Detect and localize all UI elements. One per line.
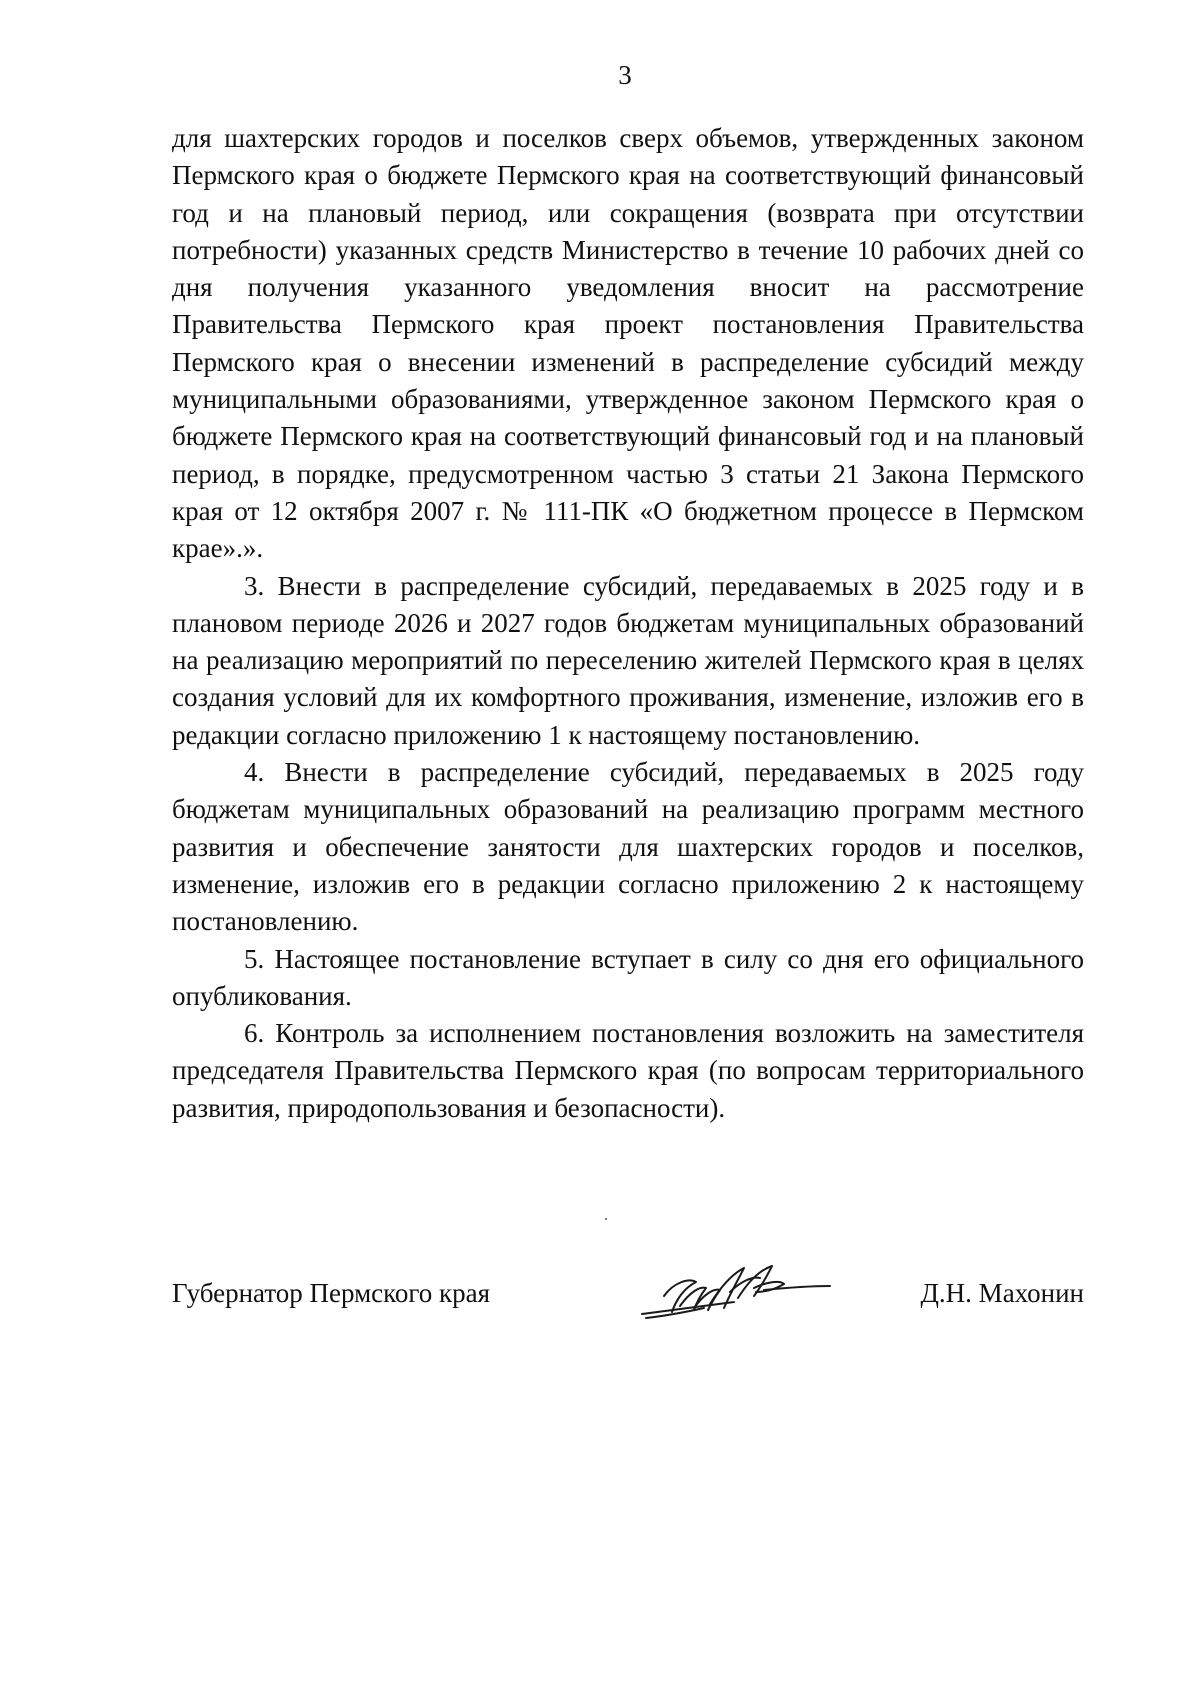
- signatory-name: Д.Н. Махонин: [920, 1278, 1084, 1308]
- handwritten-signature-icon: [634, 1252, 834, 1332]
- paragraph-item-5: 5. Настоящее постановление вступает в силу со дня его официального опубликования.: [172, 943, 1084, 1011]
- paragraph-item-3: 3. Внести в распределение субсидий, передаваемых в 2025 году и в плановом периоде 2026 и 2027 годов бюджетам муниципальных образований на реализацию мероприятий по переселению жителей Пермского края в целях создания условий для их комфортного проживания, изменение, изложив его в редакции согласно приложению 1 к настоящему постановлению.: [172, 570, 1084, 750]
- scan-speck: [605, 1218, 607, 1220]
- paragraph-item-6: 6. Контроль за исполнением постановления возложить на заместителя председателя Правительства Пермского края (по вопросам территориального развития, природопользования и безопасности).: [172, 1018, 1084, 1123]
- signature-block: [172, 1272, 1084, 1352]
- paragraph-item-4: 4. Внести в распределение субсидий, передаваемых в 2025 году бюджетам муниципальных образований на реализацию программ местного развития и обеспечение занятости для шахтерских городов и поселков, изменение, изложив его в редакции согласно приложению 2 к настоящему постановлению.: [172, 757, 1084, 937]
- page-number: 3: [618, 60, 632, 90]
- paragraph-continuation: для шахтерских городов и поселков сверх объемов, утвержденных законом Пермского края о бюджете Пермского края на соответствующий финансовый год и на плановый период, или сокращения (возврата при отсутствии потребности) указанных средств Министерство в течение 10 рабочих дней со дня получения указанного уведомления вносит на рассмотрение Правительства Пермского края проект постановления Правительства Пермского края о внесении изменений в распределение субсидий между муниципальными образованиями, утвержденное законом Пермского края о бюджете Пермского края на соответствующий финансовый год и на плановый период, в порядке, предусмотренном частью 3 статьи 21 Закона Пермского края от 12 октября 2007 г. № 111-ПК «О бюджетном процессе в Пермском крае».».: [172, 123, 1084, 564]
- signatory-title: Губернатор Пермского края: [172, 1278, 491, 1308]
- document-body: [172, 120, 1084, 1127]
